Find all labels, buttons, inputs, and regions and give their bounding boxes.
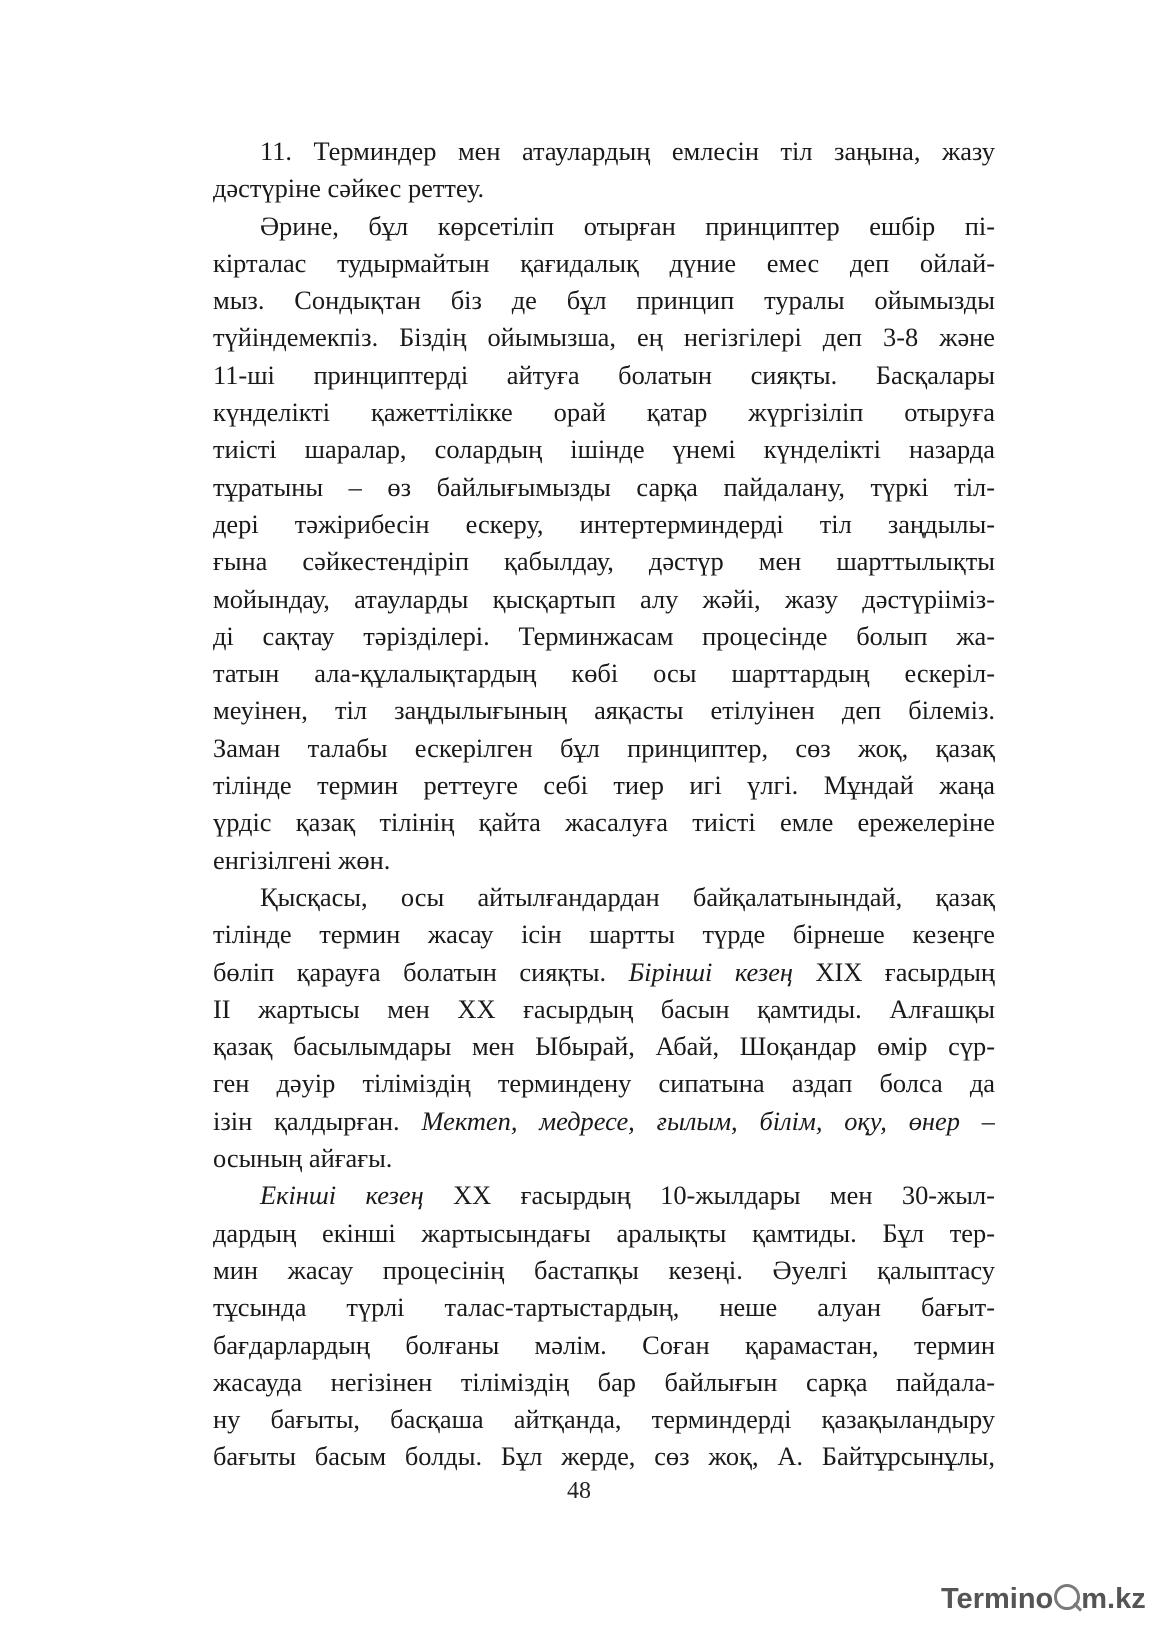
line-text: ғына сәйкестендіріп қабылдау, дәстүр мен шарттылықты <box>213 546 995 577</box>
text-line <box>213 730 995 767</box>
line-text: тиісті шаралар, солардың ішінде үнемі күнделікті назарда <box>213 434 995 465</box>
text-line <box>213 1364 995 1401</box>
line-text: мыз. Сондықтан біз де бұл принцип туралы ойымызды <box>213 285 995 316</box>
italic-term: Бірінші кезең <box>628 956 793 987</box>
text-line <box>213 133 995 170</box>
line-text: үрдіс қазақ тілінің қайта жасалуға тиісті емле ережелеріне <box>213 807 995 838</box>
line-text: тұратыны – өз байлығымызды сарқа пайдалану, түркі тіл- <box>213 471 995 502</box>
text-line <box>213 1065 995 1102</box>
line-text: ізін қалдырған. <box>213 1105 422 1136</box>
line-text: мин жасау процесінің бастапқы кезеңі. Әуелгі қалыптасу <box>213 1254 995 1285</box>
line-text: қазақ басылымдары мен Ыбырай, Абай, Шоқандар өмір сүр- <box>213 1031 995 1062</box>
text-line <box>213 543 995 580</box>
watermark-suffix: m.kz <box>1081 1583 1146 1615</box>
line-text: түйіндемекпіз. Біздің ойымызша, ең негізгілері деп 3-8 және <box>213 322 995 353</box>
line-text: енгізілгені жөн. <box>213 844 391 875</box>
text-line <box>213 1438 995 1475</box>
line-text: осының айғағы. <box>213 1143 393 1174</box>
page-number: 48 <box>567 1478 591 1504</box>
line-text: Заман талабы ескерілген бұл принциптер, сөз жоқ, қазақ <box>213 732 995 763</box>
text-line <box>213 879 995 916</box>
line-text: ІІ жартысы мен XX ғасырдың басын қамтиды. Алғашқы <box>213 993 995 1024</box>
text-line <box>213 954 995 991</box>
text-line <box>213 1140 995 1177</box>
text-line <box>213 655 995 692</box>
text-line <box>213 767 995 804</box>
text-line <box>213 804 995 841</box>
text-line <box>213 245 995 282</box>
text-line <box>213 469 995 506</box>
line-text: мойындау, атауларды қысқартып алу жәйі, жазу дәстүрііміз- <box>213 583 995 614</box>
line-text: күнделікті қажеттілікке орай қатар жүргізіліп отыруға <box>213 397 995 428</box>
text-line <box>213 842 995 879</box>
line-text: 11-ші принциптерді айтуға болатын сияқты. Басқалары <box>213 359 995 390</box>
text-line <box>213 991 995 1028</box>
line-text: тұсында түрлі талас-тартыстардың, неше алуан бағыт- <box>213 1292 995 1323</box>
text-line <box>213 208 995 245</box>
text-line <box>213 1252 995 1289</box>
italic-term: Екінші кезең <box>260 1180 424 1211</box>
text-line <box>213 170 995 207</box>
text-line <box>213 692 995 729</box>
text-line <box>213 618 995 655</box>
body-text <box>213 133 995 1476</box>
line-text: татын ала-құлалықтардың көбі осы шарттардың ескеріл- <box>213 658 995 689</box>
paragraph <box>213 133 995 208</box>
paragraph <box>213 1177 995 1475</box>
paragraph <box>213 879 995 1177</box>
watermark-prefix: Termino <box>941 1583 1054 1615</box>
line-text: Әрине, бұл көрсетіліп отырған принциптер ешбір пі- <box>260 210 995 241</box>
line-text: бөліп қарауға болатын сияқты. <box>213 956 629 987</box>
text-line <box>213 357 995 394</box>
line-text: жасауда негізінен тіліміздің бар байлығын сарқа пайдала- <box>213 1366 995 1397</box>
line-text: бағдарлардың болғаны мәлім. Соған қарамастан, термин <box>213 1329 995 1360</box>
text-line <box>213 394 995 431</box>
paragraph <box>213 208 995 879</box>
text-line <box>213 431 995 468</box>
line-text: ген дәуір тіліміздің терминдену сипатына аздап болса да <box>213 1068 995 1099</box>
line-text: бағыты басым болды. Бұл жерде, сөз жоқ, А. Байтұрсынұлы, <box>213 1441 995 1472</box>
text-line <box>213 1327 995 1364</box>
line-text: – <box>959 1105 995 1136</box>
line-text: тілінде термин жасау ісін шартты түрде бірнеше кезеңге <box>213 919 995 950</box>
text-line <box>213 1401 995 1438</box>
line-text: Қысқасы, осы айтылғандардан байқалатынындай, қазақ <box>260 881 995 912</box>
line-text: дардың екінші жартысындағы аралықты қамтиды. Бұл тер- <box>213 1217 995 1248</box>
italic-term: Мектеп, медресе, ғылым, білім, оқу, өнер <box>421 1105 960 1136</box>
line-text: меуінен, тіл заңдылығының аяқасты етілуінен деп білеміз. <box>213 695 995 726</box>
line-text: ді сақтау тәрізділері. Терминжасам процесінде болып жа- <box>213 620 995 651</box>
text-line <box>213 581 995 618</box>
site-watermark <box>941 1583 1146 1619</box>
text-line <box>213 1103 995 1140</box>
text-line <box>213 1215 995 1252</box>
text-line <box>213 916 995 953</box>
line-text: ну бағыты, басқаша айтқанда, терминдерді қазақыландыру <box>213 1404 995 1435</box>
text-line <box>213 1177 995 1214</box>
line-text: дері тәжірибесін ескеру, интертерминдерді тіл заңдылы- <box>213 508 995 539</box>
text-line <box>213 506 995 543</box>
text-line <box>213 282 995 319</box>
magnifier-icon <box>1054 1584 1080 1610</box>
line-text: дәстүріне сәйкес реттеу. <box>213 173 485 204</box>
line-text: тілінде термин реттеуге себі тиер игі үлгі. Мұндай жаңа <box>213 770 995 801</box>
text-line <box>213 319 995 356</box>
text-line <box>213 1289 995 1326</box>
text-line <box>213 1028 995 1065</box>
line-text: кірталас тудырмайтын қағидалық дүние емес деп ойлай- <box>213 247 995 278</box>
line-text: XX ғасырдың 10-жылдары мен 30-жыл- <box>423 1180 995 1211</box>
line-text: XIX ғасырдың <box>793 956 995 987</box>
line-text: 11. Терминдер мен атаулардың емлесін тіл заңына, жазу <box>260 136 995 166</box>
